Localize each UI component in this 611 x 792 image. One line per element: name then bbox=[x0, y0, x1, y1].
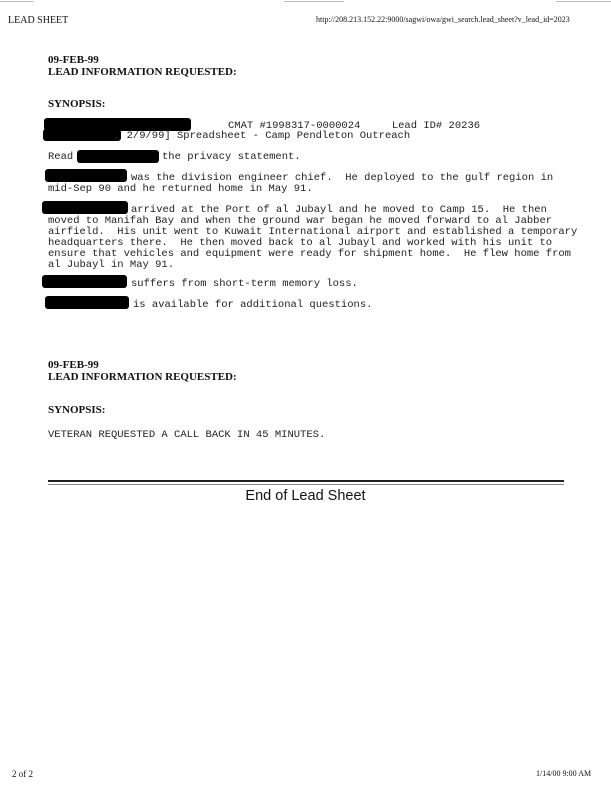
end-divider-shadow bbox=[48, 484, 564, 485]
availability-text: is available for additional questions. bbox=[133, 299, 373, 311]
privacy-statement-text: the privacy statement. bbox=[162, 151, 301, 163]
deployment-text-line6: al Jubayl in May 91. bbox=[48, 259, 175, 271]
top-edge-line bbox=[0, 1, 34, 2]
print-timestamp: 1/14/00 9:00 AM bbox=[536, 769, 592, 778]
engineer-text-line1: was the division engineer chief. He deployed to the gulf region in bbox=[131, 172, 554, 184]
lead-date: 09-FEB-99 bbox=[48, 359, 99, 371]
lead-info-heading: LEAD INFORMATION REQUESTED: bbox=[48, 371, 237, 383]
deployment-text-line2: moved to Manifah Bay and when the ground war began he moved forward to al Jabber bbox=[48, 215, 553, 227]
redaction-bar bbox=[45, 169, 127, 182]
top-edge-line bbox=[556, 1, 611, 2]
redaction-bar bbox=[45, 296, 129, 309]
lead-info-heading: LEAD INFORMATION REQUESTED: bbox=[48, 66, 237, 78]
deployment-text-line1: arrived at the Port of al Jubayl and he moved to Camp 15. He then bbox=[131, 204, 547, 216]
redaction-bar bbox=[42, 201, 128, 214]
redaction-bar bbox=[43, 129, 121, 141]
redaction-bar bbox=[42, 275, 127, 288]
engineer-text-line2: mid-Sep 90 and he returned home in May 91. bbox=[48, 183, 313, 195]
lead-date: 09-FEB-99 bbox=[48, 54, 99, 66]
page-header-title: LEAD SHEET bbox=[8, 15, 69, 26]
cmat-line: CMAT #1998317-0000024 Lead ID# 20236 bbox=[228, 120, 481, 132]
synopsis-label: SYNOPSIS: bbox=[48, 98, 106, 110]
end-of-lead-sheet: End of Lead Sheet bbox=[245, 488, 366, 504]
page-number: 2 of 2 bbox=[12, 769, 33, 779]
synopsis-text: VETERAN REQUESTED A CALL BACK IN 45 MINUTES. bbox=[48, 429, 326, 441]
synopsis-label: SYNOPSIS: bbox=[48, 404, 106, 416]
deployment-text-line3: airfield. His unit went to Kuwait International airport and established a temporary bbox=[48, 226, 578, 238]
read-word: Read bbox=[48, 151, 74, 163]
deployment-text-line5: ensure that vehicles and equipment were ready for shipment home. He flew home from bbox=[48, 248, 571, 260]
end-divider bbox=[48, 480, 564, 482]
page-header-url: http://208.213.152.22:9000/sagwi/owa/gwi_search.lead_sheet?v_lead_id=2023 bbox=[316, 15, 570, 24]
spreadsheet-line: , 2/9/99] Spreadsheet - Camp Pendleton Outreach bbox=[114, 130, 411, 142]
redaction-bar bbox=[77, 150, 159, 163]
deployment-text-line4: headquarters there. He then moved back to al Jubayl and worked with his unit to bbox=[48, 237, 553, 249]
top-edge-line bbox=[284, 1, 344, 2]
memory-loss-text: suffers from short-term memory loss. bbox=[131, 278, 358, 290]
